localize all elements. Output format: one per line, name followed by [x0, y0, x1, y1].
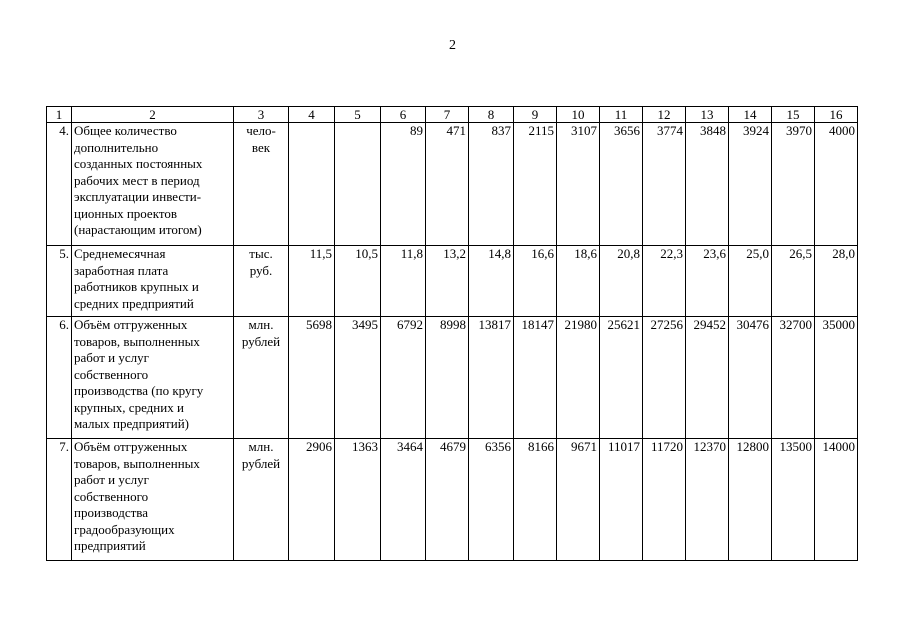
indicator-name-line: средних предприятий [74, 295, 194, 311]
value-cell: 11,5 [289, 246, 335, 317]
value-cell: 2906 [289, 439, 335, 561]
value-cell: 20,8 [600, 246, 643, 317]
value-cell: 14,8 [469, 246, 514, 317]
table-row [47, 246, 858, 317]
unit-line: рублей [241, 333, 281, 349]
indicator-name-line: заработная плата [74, 262, 169, 278]
indicator-name-line: собственного [74, 488, 149, 504]
value-cell: 3656 [600, 123, 643, 246]
value-cell: 12800 [729, 439, 772, 561]
column-number-cell: 11 [600, 107, 643, 123]
value-cell: 25,0 [729, 246, 772, 317]
indicator-name-line: Объём отгруженных [74, 439, 188, 454]
value-cell: 13,2 [426, 246, 469, 317]
value-cell: 8166 [514, 439, 557, 561]
value-cell: 12370 [686, 439, 729, 561]
value-cell: 11017 [600, 439, 643, 561]
column-number-cell: 6 [381, 107, 426, 123]
value-cell: 3924 [729, 123, 772, 246]
value-cell: 25621 [600, 317, 643, 439]
indicator-name-line: (нарастающим итогом) [74, 222, 202, 237]
value-cell [289, 123, 335, 246]
row-number-cell: 4. [47, 123, 72, 246]
value-cell: 21980 [557, 317, 600, 439]
indicator-name-line: товаров, выполненных [74, 333, 200, 349]
value-cell: 11,8 [381, 246, 426, 317]
value-cell: 18147 [514, 317, 557, 439]
column-number-cell: 10 [557, 107, 600, 123]
unit-line: век [251, 139, 271, 155]
unit-line: чело- [246, 123, 276, 138]
value-cell: 3495 [335, 317, 381, 439]
value-cell: 3848 [686, 123, 729, 246]
value-cell: 4679 [426, 439, 469, 561]
indicator-name-line: работников крупных и [74, 279, 199, 294]
indicator-name-line: Объём отгруженных [74, 317, 188, 332]
indicator-name-line: предприятий [74, 538, 146, 553]
unit-line: рублей [241, 455, 281, 471]
row-number-cell: 6. [47, 317, 72, 439]
unit-cell [234, 439, 289, 561]
value-cell: 32700 [772, 317, 815, 439]
value-cell: 6792 [381, 317, 426, 439]
indicator-name-cell [72, 439, 234, 561]
indicator-name-line: рабочих мест в период [74, 172, 200, 188]
unit-cell [234, 246, 289, 317]
value-cell: 3774 [643, 123, 686, 246]
table-row [47, 439, 858, 561]
value-cell: 14000 [815, 439, 858, 561]
column-number-cell: 12 [643, 107, 686, 123]
column-number-cell: 13 [686, 107, 729, 123]
column-number-cell: 9 [514, 107, 557, 123]
value-cell: 5698 [289, 317, 335, 439]
indicator-name-line: ционных проектов [74, 205, 177, 221]
indicator-name-line: малых предприятий) [74, 416, 189, 431]
indicator-name-cell [72, 123, 234, 246]
table-row [47, 317, 858, 439]
page-number: 2 [449, 38, 456, 53]
value-cell: 837 [469, 123, 514, 246]
column-number-cell: 5 [335, 107, 381, 123]
column-number-cell: 4 [289, 107, 335, 123]
unit-line: млн. [248, 317, 274, 332]
indicators-table [46, 106, 858, 561]
value-cell: 89 [381, 123, 426, 246]
row-number-cell: 7. [47, 439, 72, 561]
column-number-cell: 16 [815, 107, 858, 123]
row-number-cell: 5. [47, 246, 72, 317]
value-cell: 9671 [557, 439, 600, 561]
value-cell [335, 123, 381, 246]
value-cell: 13817 [469, 317, 514, 439]
value-cell: 16,6 [514, 246, 557, 317]
value-cell: 28,0 [815, 246, 858, 317]
indicator-name-line: созданных постоянных [74, 156, 203, 171]
indicator-name-line: дополнительно [74, 139, 159, 155]
value-cell: 3107 [557, 123, 600, 246]
unit-line: тыс. [249, 246, 273, 261]
column-number-cell: 3 [234, 107, 289, 123]
indicator-name-line: Среднемесячная [74, 246, 166, 261]
value-cell: 11720 [643, 439, 686, 561]
indicator-name-line: работ и услуг [74, 350, 149, 365]
column-number-cell: 15 [772, 107, 815, 123]
indicator-name-cell [72, 317, 234, 439]
column-number-cell: 2 [72, 107, 234, 123]
indicator-name-line: градообразующих [74, 521, 175, 537]
indicator-name-line: производства [74, 505, 149, 520]
value-cell: 1363 [335, 439, 381, 561]
value-cell: 22,3 [643, 246, 686, 317]
value-cell: 18,6 [557, 246, 600, 317]
unit-cell [234, 123, 289, 246]
column-number-cell: 7 [426, 107, 469, 123]
value-cell: 8998 [426, 317, 469, 439]
column-number-cell: 1 [47, 107, 72, 123]
value-cell: 13500 [772, 439, 815, 561]
indicator-name-line: Общее количество [74, 123, 177, 138]
indicator-name-line: собственного [74, 366, 149, 382]
table-row [47, 123, 858, 246]
value-cell: 26,5 [772, 246, 815, 317]
value-cell: 35000 [815, 317, 858, 439]
value-cell: 4000 [815, 123, 858, 246]
column-number-cell: 14 [729, 107, 772, 123]
column-number-row [47, 107, 858, 123]
column-number-cell: 8 [469, 107, 514, 123]
indicator-name-line: крупных, средних и [74, 399, 184, 415]
value-cell: 30476 [729, 317, 772, 439]
indicator-name-line: производства (по кругу [74, 383, 204, 398]
indicator-name-line: товаров, выполненных [74, 455, 200, 471]
value-cell: 3464 [381, 439, 426, 561]
unit-line: млн. [248, 439, 274, 454]
indicator-name-cell [72, 246, 234, 317]
value-cell: 3970 [772, 123, 815, 246]
value-cell: 27256 [643, 317, 686, 439]
indicator-name-line: работ и услуг [74, 472, 149, 487]
unit-cell [234, 317, 289, 439]
value-cell: 471 [426, 123, 469, 246]
indicator-name-line: эксплуатации инвести- [74, 189, 202, 204]
value-cell: 10,5 [335, 246, 381, 317]
value-cell: 29452 [686, 317, 729, 439]
value-cell: 6356 [469, 439, 514, 561]
value-cell: 2115 [514, 123, 557, 246]
unit-line: руб. [249, 262, 273, 278]
value-cell: 23,6 [686, 246, 729, 317]
